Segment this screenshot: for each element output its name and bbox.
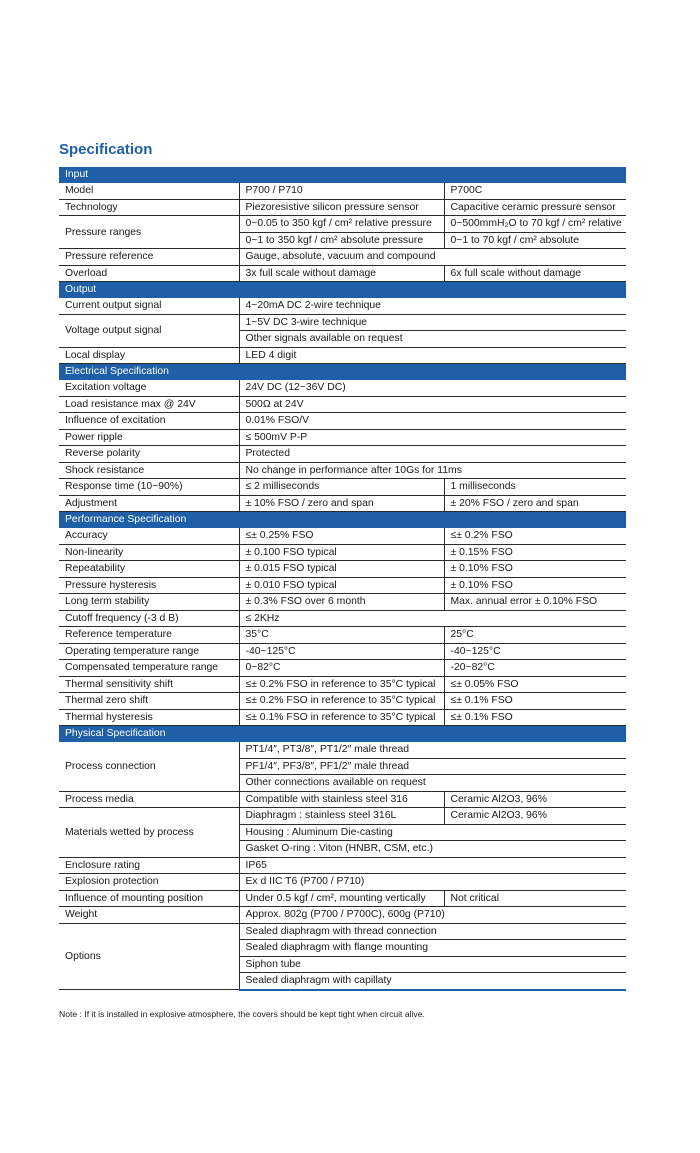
spec-row (59, 857, 626, 874)
spec-value: -40~125°C (444, 643, 626, 660)
spec-row (59, 791, 626, 808)
spec-value: Sealed diaphragm with capillaty (239, 973, 626, 990)
spec-value: 25°C (444, 627, 626, 644)
spec-value: Approx. 802g (P700 / P700C), 600g (P710) (239, 907, 626, 924)
spec-value: ≤± 0.1% FSO (444, 709, 626, 726)
spec-row (59, 380, 626, 397)
section-title: Physical Specification (59, 726, 626, 742)
spec-value: 0~500mmH₂O to 70 kgf / cm² relative (444, 216, 626, 233)
spec-value: -20~82°C (444, 660, 626, 677)
spec-label: Excitation voltage (59, 380, 239, 397)
spec-value: ± 0.3% FSO over 6 month (239, 594, 444, 611)
spec-value: ≤± 0.1% FSO (444, 693, 626, 710)
spec-row (59, 462, 626, 479)
spec-row (59, 298, 626, 315)
spec-value: 0~1 to 70 kgf / cm² absolute (444, 232, 626, 249)
spec-value: 0~82°C (239, 660, 444, 677)
spec-label: Power ripple (59, 429, 239, 446)
spec-value: 24V DC (12~36V DC) (239, 380, 626, 397)
section-header (59, 726, 626, 742)
spec-value: P700 / P710 (239, 183, 444, 200)
spec-value: ± 0.100 FSO typical (239, 544, 444, 561)
section-title: Performance Specification (59, 512, 626, 528)
section-title: Output (59, 282, 626, 298)
spec-row (59, 479, 626, 496)
spec-value: Sealed diaphragm with flange mounting (239, 940, 626, 957)
spec-row (59, 413, 626, 430)
spec-value: 1~5V DC 3-wire technique (239, 314, 626, 331)
spec-value: Not critical (444, 890, 626, 907)
spec-row (59, 249, 626, 266)
spec-row (59, 577, 626, 594)
spec-row (59, 429, 626, 446)
spec-row (59, 676, 626, 693)
spec-value: 0~1 to 350 kgf / cm² absolute pressure (239, 232, 444, 249)
spec-value: Ceramic Al2O3, 96% (444, 791, 626, 808)
spec-label: Weight (59, 907, 239, 924)
spec-value: LED 4 digit (239, 347, 626, 364)
spec-value: ≤± 0.2% FSO in reference to 35°C typical (239, 693, 444, 710)
spec-row (59, 923, 626, 940)
spec-value: Other signals available on request (239, 331, 626, 348)
spec-value: ± 20% FSO / zero and span (444, 495, 626, 512)
spec-label: Shock resistance (59, 462, 239, 479)
spec-label: Explosion protection (59, 874, 239, 891)
section-title: Input (59, 167, 626, 183)
spec-value: Gasket O-ring : Viton (HNBR, CSM, etc.) (239, 841, 626, 858)
spec-label: Non-linearity (59, 544, 239, 561)
spec-row (59, 627, 626, 644)
spec-row (59, 742, 626, 759)
spec-value: 500Ω at 24V (239, 396, 626, 413)
spec-row (59, 594, 626, 611)
spec-label: Reference temperature (59, 627, 239, 644)
spec-value: 0~0.05 to 350 kgf / cm² relative pressure (239, 216, 444, 233)
spec-label: Thermal sensitivity shift (59, 676, 239, 693)
spec-value: 35°C (239, 627, 444, 644)
spec-label: Materials wetted by process (59, 808, 239, 858)
spec-label: Local display (59, 347, 239, 364)
spec-value: ± 0.015 FSO typical (239, 561, 444, 578)
section-header (59, 167, 626, 183)
spec-label: Overload (59, 265, 239, 282)
spec-row (59, 265, 626, 282)
spec-row (59, 314, 626, 331)
spec-row (59, 693, 626, 710)
footnote: Note : If it is installed in explosive atmosphere, the covers should be kept tight when circuit alive. (59, 1009, 425, 1019)
spec-label: Current output signal (59, 298, 239, 315)
spec-row (59, 216, 626, 233)
page-title: Specification (59, 141, 153, 158)
section-header (59, 282, 626, 298)
spec-row (59, 907, 626, 924)
spec-value: ≤± 0.2% FSO in reference to 35°C typical (239, 676, 444, 693)
spec-label: Voltage output signal (59, 314, 239, 347)
spec-row (59, 808, 626, 825)
spec-value: P700C (444, 183, 626, 200)
spec-value: Ex d IIC T6 (P700 / P710) (239, 874, 626, 891)
spec-value: Housing : Aluminum Die-casting (239, 824, 626, 841)
spec-value: ± 0.15% FSO (444, 544, 626, 561)
spec-label: Accuracy (59, 528, 239, 545)
spec-value: 0.01% FSO/V (239, 413, 626, 430)
spec-label: Load resistance max @ 24V (59, 396, 239, 413)
spec-value: No change in performance after 10Gs for 11ms (239, 462, 626, 479)
specification-table (59, 167, 626, 991)
spec-value: Capacitive ceramic pressure sensor (444, 199, 626, 216)
spec-value: -40~125°C (239, 643, 444, 660)
spec-row (59, 660, 626, 677)
spec-row (59, 874, 626, 891)
spec-value: ± 0.010 FSO typical (239, 577, 444, 594)
spec-value: PF1/4″, PF3/8″, PF1/2″ male thread (239, 758, 626, 775)
spec-label: Reverse polarity (59, 446, 239, 463)
spec-value: ± 10% FSO / zero and span (239, 495, 444, 512)
spec-label: Options (59, 923, 239, 990)
spec-value: ≤± 0.2% FSO (444, 528, 626, 545)
spec-label: Technology (59, 199, 239, 216)
section-header (59, 364, 626, 380)
spec-value: ≤± 0.1% FSO in reference to 35°C typical (239, 709, 444, 726)
spec-label: Response time (10~90%) (59, 479, 239, 496)
spec-label: Process connection (59, 742, 239, 792)
spec-row (59, 396, 626, 413)
spec-row (59, 709, 626, 726)
spec-value: Sealed diaphragm with thread connection (239, 923, 626, 940)
spec-value: Protected (239, 446, 626, 463)
spec-value: Diaphragm : stainless steel 316L (239, 808, 444, 825)
spec-label: Influence of mounting position (59, 890, 239, 907)
spec-row (59, 183, 626, 200)
spec-label: Adjustment (59, 495, 239, 512)
section-header (59, 512, 626, 528)
spec-value: ≤ 2 milliseconds (239, 479, 444, 496)
spec-value: ± 0.10% FSO (444, 561, 626, 578)
spec-label: Repeatability (59, 561, 239, 578)
spec-row (59, 347, 626, 364)
spec-row (59, 528, 626, 545)
section-title: Electrical Specification (59, 364, 626, 380)
spec-value: Piezoresistive silicon pressure sensor (239, 199, 444, 216)
spec-label: Thermal zero shift (59, 693, 239, 710)
spec-row (59, 561, 626, 578)
spec-label: Long term stability (59, 594, 239, 611)
spec-row (59, 446, 626, 463)
spec-row (59, 544, 626, 561)
spec-value: 6x full scale without damage (444, 265, 626, 282)
spec-label: Pressure reference (59, 249, 239, 266)
spec-row (59, 643, 626, 660)
spec-value: 3x full scale without damage (239, 265, 444, 282)
spec-value: ≤ 2KHz (239, 610, 626, 627)
spec-value: 4~20mA DC 2-wire technique (239, 298, 626, 315)
spec-label: Process media (59, 791, 239, 808)
spec-label: Pressure ranges (59, 216, 239, 249)
spec-label: Enclosure rating (59, 857, 239, 874)
spec-label: Compensated temperature range (59, 660, 239, 677)
spec-value: Gauge, absolute, vacuum and compound (239, 249, 626, 266)
spec-value: Ceramic Al2O3, 96% (444, 808, 626, 825)
spec-label: Pressure hysteresis (59, 577, 239, 594)
spec-row (59, 199, 626, 216)
spec-value: 1 milliseconds (444, 479, 626, 496)
spec-value: ≤± 0.25% FSO (239, 528, 444, 545)
spec-label: Operating temperature range (59, 643, 239, 660)
spec-label: Model (59, 183, 239, 200)
spec-row (59, 610, 626, 627)
spec-value: IP65 (239, 857, 626, 874)
spec-value: Siphon tube (239, 956, 626, 973)
spec-value: ≤ 500mV P-P (239, 429, 626, 446)
spec-label: Thermal hysteresis (59, 709, 239, 726)
spec-value: ≤± 0.05% FSO (444, 676, 626, 693)
spec-value: PT1/4″, PT3/8″, PT1/2″ male thread (239, 742, 626, 759)
spec-value: Under 0.5 kgf / cm², mounting vertically (239, 890, 444, 907)
spec-value: Compatible with stainless steel 316 (239, 791, 444, 808)
spec-value: Other connections available on request (239, 775, 626, 792)
spec-value: Max. annual error ± 0.10% FSO (444, 594, 626, 611)
spec-value: ± 0.10% FSO (444, 577, 626, 594)
spec-row (59, 495, 626, 512)
spec-label: Influence of excitation (59, 413, 239, 430)
spec-label: Cutoff frequency (-3 d B) (59, 610, 239, 627)
spec-row (59, 890, 626, 907)
